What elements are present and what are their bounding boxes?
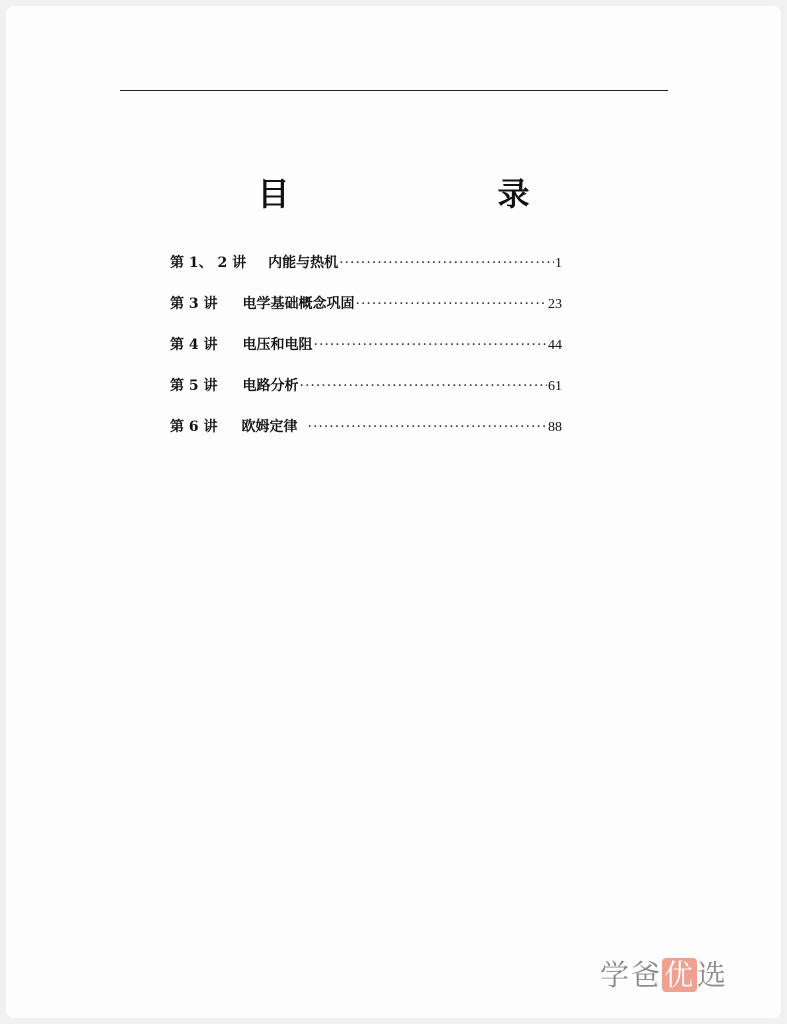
watermark-text-end: 选	[697, 958, 729, 992]
toc-dot-leader	[300, 378, 548, 394]
toc-page-number: 61	[548, 379, 562, 394]
watermark-logo	[600, 955, 728, 995]
toc-page-number: 88	[548, 420, 562, 435]
toc-entry[interactable]	[170, 293, 562, 334]
toc-dot-leader	[308, 419, 548, 435]
toc-dot-leader	[356, 296, 548, 312]
toc-topic: 电路分析	[242, 378, 299, 394]
toc-lecture-label: 第 1、 2 讲	[170, 255, 247, 271]
header-rule	[120, 90, 668, 91]
watermark-text: 学爸	[600, 958, 663, 992]
toc-title: 目 录	[257, 175, 618, 213]
toc-lecture-label: 第 5 讲	[170, 378, 218, 394]
toc-entry[interactable]	[170, 375, 562, 416]
toc-page-number: 23	[548, 297, 562, 312]
watermark-highlight: 优	[664, 958, 696, 992]
toc-topic: 电压和电阻	[242, 337, 313, 353]
toc-page-number: 44	[548, 338, 562, 353]
toc-list	[170, 252, 562, 457]
toc-entry[interactable]	[170, 334, 562, 375]
toc-topic: 内能与热机	[268, 255, 339, 271]
document-page	[6, 6, 781, 1018]
toc-topic: 电学基础概念巩固	[242, 296, 355, 312]
toc-entry[interactable]	[170, 416, 562, 457]
toc-topic: 欧姆定律	[241, 419, 298, 435]
toc-entry[interactable]	[170, 252, 562, 293]
toc-dot-leader	[314, 337, 548, 353]
toc-lecture-label: 第 6 讲	[170, 419, 218, 435]
toc-lecture-label: 第 3 讲	[170, 296, 218, 312]
toc-dot-leader	[339, 255, 554, 271]
toc-page-number: 1	[555, 256, 562, 271]
toc-lecture-label: 第 4 讲	[170, 337, 218, 353]
